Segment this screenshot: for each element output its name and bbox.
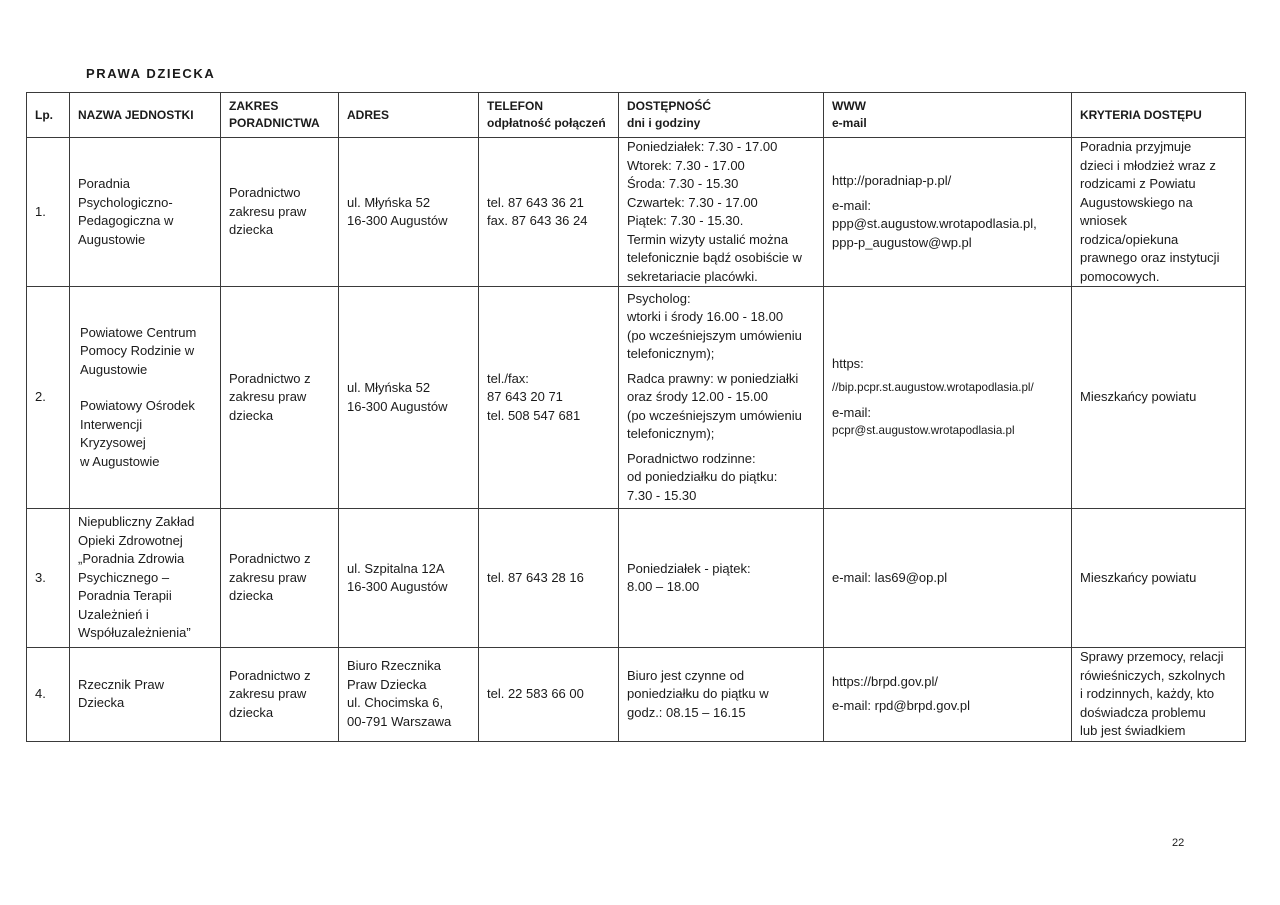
header-lp: Lp.: [27, 93, 70, 138]
cell-address: ul. Młyńska 52 16-300 Augustów: [339, 287, 479, 509]
cell-availability: Biuro jest czynne od poniedziałku do piątku w godz.: 08.15 – 16.15: [619, 648, 824, 742]
cell-lp: 3.: [27, 509, 70, 648]
cell-criteria: Poradnia przyjmuje dzieci i młodzież wraz z rodzicami z Powiatu Augustowskiego na wniosek rodzica/opiekuna prawnego oraz instytucji pomocowych.: [1072, 138, 1246, 287]
table-row: [27, 138, 1246, 287]
cell-availability: Poniedziałek - piątek: 8.00 – 18.00: [619, 509, 824, 648]
page-number: 22: [1172, 837, 1185, 849]
cell-www-email: [824, 648, 1072, 742]
table-row: [27, 287, 1246, 509]
cell-name: Rzecznik Praw Dziecka: [70, 648, 221, 742]
header-name: NAZWA JEDNOSTKI: [70, 93, 221, 138]
cell-name: Niepubliczny Zakład Opieki Zdrowotnej „Poradnia Zdrowia Psychicznego – Poradnia Terapii Uzależnień i Współuzależnienia”: [70, 509, 221, 648]
cell-name: Powiatowe Centrum Pomocy Rodzinie w Augustowie Powiatowy Ośrodek Interwencji Kryzysowej w Augustowie: [70, 287, 221, 509]
email-link[interactable]: e-mail: rpd@brpd.gov.pl: [832, 698, 970, 714]
email-link[interactable]: ppp@st.augustow.wrotapodlasia.pl,: [832, 216, 1037, 231]
cell-scope: Poradnictwo z zakresu praw dziecka: [221, 648, 339, 742]
header-phone: TELEFON odpłatność połączeń: [479, 93, 619, 138]
cell-phone: tel. 22 583 66 00: [479, 648, 619, 742]
website-link[interactable]: //bip.pcpr.st.augustow.wrotapodlasia.pl/: [832, 381, 1034, 394]
email-link[interactable]: pcpr@st.augustow.wrotapodlasia.pl: [832, 424, 1015, 437]
cell-address: ul. Młyńska 52 16-300 Augustów: [339, 138, 479, 287]
website-link[interactable]: https://brpd.gov.pl/: [832, 673, 938, 689]
cell-www-email: http://poradniap-p.pl/ e-mail: ppp@st.augustow.wrotapodlasia.pl, ppp-p_augustow@wp.pl: [824, 138, 1072, 287]
cell-name: Poradnia Psychologiczno- Pedagogiczna w Augustowie: [70, 138, 221, 287]
cell-address: Biuro Rzecznika Praw Dziecka ul. Chocimska 6, 00-791 Warszawa: [339, 648, 479, 742]
cell-www-email: https: //bip.pcpr.st.augustow.wrotapodlasia.pl/ e-mail: pcpr@st.augustow.wrotapodlasia.pl: [824, 287, 1072, 509]
cell-criteria: Mieszkańcy powiatu: [1072, 509, 1246, 648]
header-address: ADRES: [339, 93, 479, 138]
table-row: [27, 509, 1246, 648]
header-availability: DOSTĘPNOŚĆ dni i godziny: [619, 93, 824, 138]
cell-lp: 1.: [27, 138, 70, 287]
cell-www-email: [824, 509, 1072, 648]
table-row: [27, 648, 1246, 742]
cell-availability: Psycholog: wtorki i środy 16.00 - 18.00 (po wcześniejszym umówieniu telefonicznym); Radca prawny: w poniedziałki oraz środy 12.00 - 15.00 (po wcześniejszym umówieniu telefonicznym); Poradnictwo rodzinne: od poniedziałku do piątku: 7.30 - 15.30: [619, 287, 824, 509]
website-link[interactable]: http://poradniap-p.pl/: [832, 173, 952, 188]
section-title: PRAWA DZIECKA: [86, 66, 216, 81]
cell-criteria: Sprawy przemocy, relacji rówieśniczych, szkolnych i rodzinnych, każdy, kto doświadcza problemu lub jest świadkiem: [1072, 648, 1246, 742]
cell-address: ul. Szpitalna 12A 16-300 Augustów: [339, 509, 479, 648]
cell-criteria: Mieszkańcy powiatu: [1072, 287, 1246, 509]
cell-lp: 2.: [27, 287, 70, 509]
cell-availability: Poniedziałek: 7.30 - 17.00 Wtorek: 7.30 - 17.00 Środa: 7.30 - 15.30 Czwartek: 7.30 - 17.00 Piątek: 7.30 - 15.30. Termin wizyty ustalić można telefonicznie bądź osobiście w sekretariacie placówki.: [619, 138, 824, 287]
cell-phone: tel. 87 643 28 16: [479, 509, 619, 648]
table-header-row: [27, 93, 1246, 138]
cell-lp: 4.: [27, 648, 70, 742]
cell-scope: Poradnictwo zakresu praw dziecka: [221, 138, 339, 287]
header-criteria: KRYTERIA DOSTĘPU: [1072, 93, 1246, 138]
website-link[interactable]: https:: [832, 355, 864, 371]
email-link[interactable]: e-mail: las69@op.pl: [832, 569, 948, 585]
cell-scope: Poradnictwo z zakresu praw dziecka: [221, 509, 339, 648]
institutions-table: [26, 92, 1246, 742]
email-link[interactable]: ppp-p_augustow@wp.pl: [832, 234, 972, 250]
cell-phone: tel. 87 643 36 21 fax. 87 643 36 24: [479, 138, 619, 287]
header-scope: ZAKRES PORADNICTWA: [221, 93, 339, 138]
cell-phone: tel./fax: 87 643 20 71 tel. 508 547 681: [479, 287, 619, 509]
header-www-email: WWW e-mail: [824, 93, 1072, 138]
cell-scope: Poradnictwo z zakresu praw dziecka: [221, 287, 339, 509]
